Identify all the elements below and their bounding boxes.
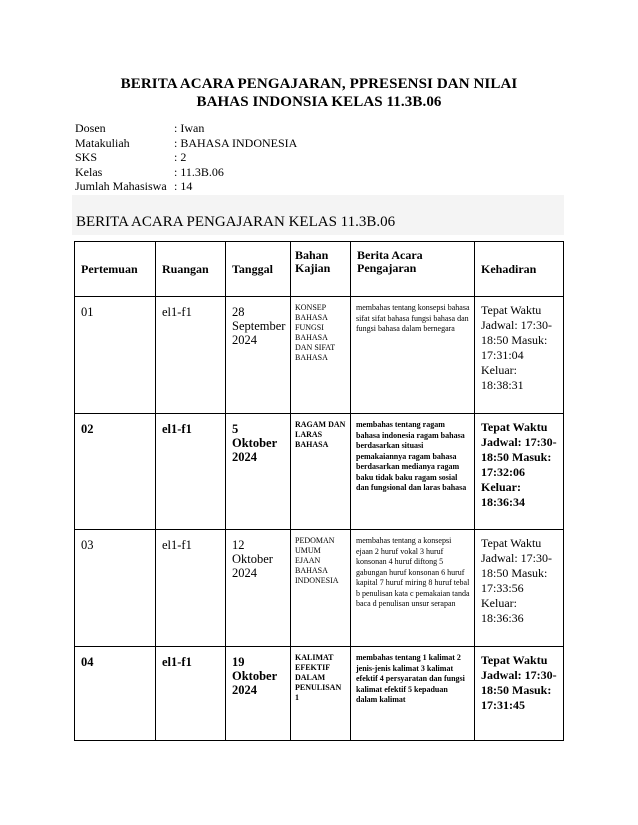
info-row-matakuliah [75,136,297,151]
info-row-sks [75,150,297,165]
document-title-line1: BERITA ACARA PENGAJARAN, PPRESENSI DAN NILAI [120,76,518,92]
header-kehadiran: Kehadiran [475,242,564,297]
info-row-dosen [75,121,297,136]
cell-bahan-kajian: PEDOMAN UMUM EJAAN BAHASA INDONESIA [291,530,351,647]
cell-tanggal: 28 September 2024 [226,297,291,414]
cell-tanggal: 5 Oktober 2024 [226,414,291,530]
cell-pertemuan: 03 [75,530,156,647]
teaching-record-table [74,241,564,741]
cell-kehadiran: Tepat Waktu Jadwal: 17:30-18:50 Masuk: 17:31:04 Keluar: 18:38:31 [475,297,564,414]
table-header-row [75,242,564,297]
info-value: : 14 [174,179,193,193]
info-key: Jumlah Mahasiswa [75,179,167,193]
cell-bahan-kajian: KONSEP BAHASA FUNGSI BAHASA DAN SIFAT BAHASA [291,297,351,414]
info-row-kelas [75,165,297,180]
cell-bahan-kajian: KALIMAT EFEKTIF DALAM PENULISAN 1 [291,647,351,741]
info-key: Matakuliah [75,135,130,150]
info-value: : Iwan [174,121,205,135]
info-value: : BAHASA INDONESIA [174,135,298,150]
cell-pertemuan: 02 [75,414,156,530]
table-row [75,530,564,647]
cell-ruangan: el1-f1 [156,297,226,414]
cell-ruangan: el1-f1 [156,647,226,741]
header-tanggal: Tanggal [226,242,291,297]
cell-tanggal: 12 Oktober 2024 [226,530,291,647]
cell-ruangan: el1-f1 [156,414,226,530]
info-row-jumlah-mahasiswa [75,179,297,194]
info-value: : 11.3B.06 [174,164,224,179]
info-key: Dosen [75,121,106,135]
cell-ruangan: el1-f1 [156,530,226,647]
header-bahan-kajian: Bahan Kajian [291,242,351,297]
cell-pertemuan: 01 [75,297,156,414]
header-berita-acara: Berita Acara Pengajaran [351,242,475,297]
cell-bahan-kajian: RAGAM DAN LARAS BAHASA [291,414,351,530]
header-ruangan: Ruangan [156,242,226,297]
cell-pertemuan: 04 [75,647,156,741]
info-key: SKS [75,150,98,164]
info-key: Kelas [75,164,103,179]
document-title-line2: BAHAS INDONSIA KELAS 11.3B.06 [196,94,442,110]
cell-tanggal: 19 Oktober 2024 [226,647,291,741]
cell-kehadiran: Tepat Waktu Jadwal: 17:30-18:50 Masuk: 17:31:45 [475,647,564,741]
table-row [75,414,564,530]
table-row [75,297,564,414]
cell-berita-acara: membahas tentang ragam bahasa indonesia ragam bahasa berdasarkan situasi pemakaiannya ragam bahasa berdasarkan medianya ragam baku tidak baku ragam sosial dan fungsional dan laras bahasa [351,414,475,530]
info-value: : 2 [174,150,187,164]
cell-berita-acara: membahas tentang 1 kalimat 2 jenis-jenis kalimat 3 kalimat efektif 4 persyaratan dan fungsi kalimat efektif 5 kepaduan dalam kalimat [351,647,475,741]
cell-kehadiran: Tepat Waktu Jadwal: 17:30-18:50 Masuk: 17:32:06 Keluar: 18:36:34 [475,414,564,530]
course-info [75,121,297,194]
table-row [75,647,564,741]
cell-berita-acara: membahas tentang konsepsi bahasa sifat sifat bahasa fungsi bahasa dan fungsi bahasa dalam bernegara [351,297,475,414]
cell-berita-acara: membahas tentang a konsepsi ejaan 2 huruf vokal 3 huruf konsonan 4 huruf diftong 5 gabungan huruf konsonan 6 huruf kapital 7 huruf miring 8 huruf tebal b penulisan kata c pemakaian tanda baca d penulisan unsur serapan [351,530,475,647]
section-title: BERITA ACARA PENGAJARAN KELAS 11.3B.06 [76,214,396,230]
cell-kehadiran: Tepat Waktu Jadwal: 17:30-18:50 Masuk: 17:33:56 Keluar: 18:36:36 [475,530,564,647]
header-pertemuan: Pertemuan [75,242,156,297]
